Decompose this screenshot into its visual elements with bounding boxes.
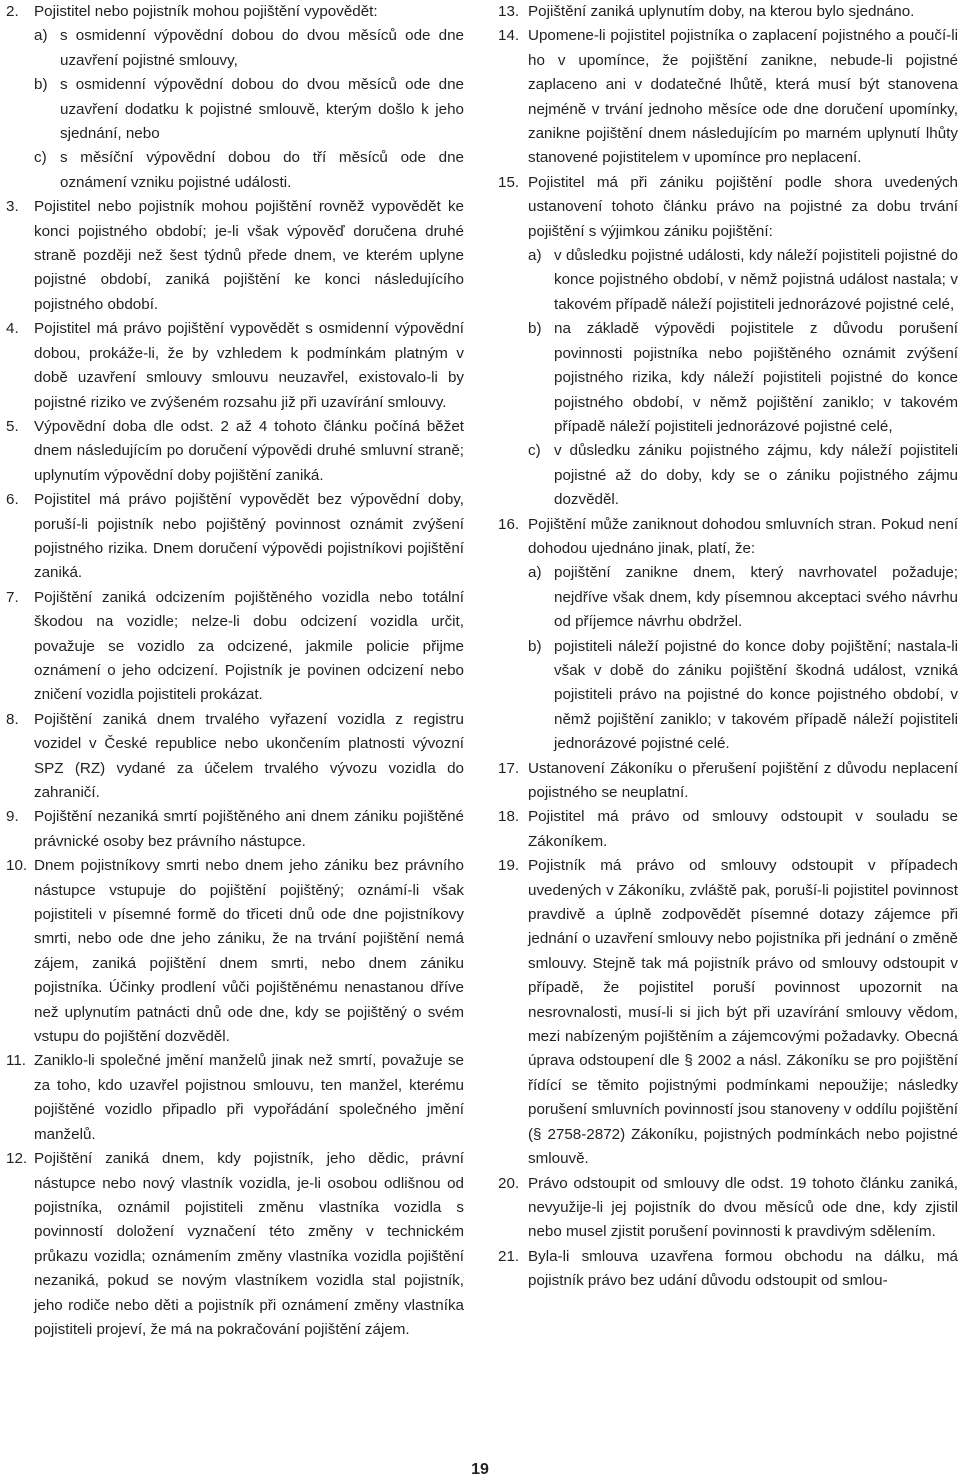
clause-number: 10. — [6, 857, 28, 875]
clause-13 — [498, 0, 958, 24]
clause-text: Pojistitel nebo pojistník mohou pojištění vypovědět: — [34, 3, 378, 20]
clause-number: 9. — [6, 808, 19, 826]
clause-16 — [498, 513, 958, 757]
clause-number: 11. — [6, 1052, 26, 1070]
clause-3 — [6, 195, 464, 317]
clause-number: 14. — [498, 27, 520, 45]
clause-number: 5. — [6, 417, 19, 435]
subclause-letter: c) — [34, 149, 47, 167]
clause-number: 12. — [6, 1150, 28, 1168]
clause-text: Dnem pojistníkovy smrti nebo dnem jeho zániku bez právního nástupce vstupuje do pojištění pojištěný; oznámí-li však pojistiteli v písemné formě do třiceti dnů ode dne pojistníkovy smrti, nebo ode dne jeho zániku, že na trvání pojištění nemá zájem, zaniká pojištění dnem smrti, nebo dnem zániku pojistníka. Účinky prodlení vůči pojištěnému nenastanou dříve než uplynutím patnácti dnů ode dne, kdy se pojištěný o svém vstupu do pojištění dozvěděl. — [34, 857, 464, 1046]
clause-text: Pojištění nezaniká smrtí pojištěného ani dnem zániku pojištěné právnické osoby bez právního nástupce. — [34, 808, 464, 850]
clause-number: 13. — [498, 3, 520, 20]
clause-number: 16. — [498, 515, 520, 533]
clause-7 — [6, 586, 464, 708]
subclause-letter: a) — [34, 27, 48, 45]
subclause-text: na základě výpovědi pojistitele z důvodu porušení povinnosti pojistníka nebo pojištěného oznámit zvýšení pojistného rizika, kdy náleží pojistiteli pojistné do konce pojistného období, v němž pojištění zaniklo; v takovém případě náleží pojistiteli jednorázové pojistné celé, — [554, 320, 958, 435]
subclause-text: s osmidenní výpovědní dobou do dvou měsíců ode dne uzavření pojistné smlouvy, — [60, 27, 464, 69]
clause-8 — [6, 708, 464, 806]
clause-number: 20. — [498, 1174, 520, 1192]
clause-15 — [498, 171, 958, 513]
clause-text: Pojištění zaniká dnem trvalého vyřazení vozidla z registru vozidel v České republice nebo ukončením platnosti vývozní SPZ (RZ) vydané za účelem trvalého vývozu vozidla do zahraničí. — [34, 710, 464, 801]
clause-6 — [6, 488, 464, 586]
clause-20 — [498, 1172, 958, 1245]
subclause-letter: a) — [528, 247, 542, 265]
clause-9 — [6, 805, 464, 854]
subclause-text: v důsledku pojistné události, kdy náleží pojistiteli pojistné do konce pojistného období, v němž pojistná událost nastala; v takovém případě náleží pojistiteli jednorázové pojistné celé, — [554, 247, 958, 313]
subclause-text: s osmidenní výpovědní dobou do dvou měsíců ode dne uzavření dodatku k pojistné smlouvě, kterým došlo k jeho sjednání, nebo — [60, 76, 464, 143]
clause-text: Pojistitel má právo od smlouvy odstoupit v souladu se Zákoníkem. — [528, 808, 958, 850]
subclause-letter: c) — [528, 442, 541, 460]
clause-number: 17. — [498, 759, 520, 777]
subclause-b — [528, 635, 958, 757]
left-column — [6, 0, 464, 1342]
subclause-letter: b) — [34, 76, 48, 94]
subclause-letter: a) — [528, 564, 542, 582]
clause-number: 6. — [6, 491, 19, 509]
clause-21 — [498, 1245, 958, 1294]
clause-number: 3. — [6, 198, 19, 216]
clause-14 — [498, 24, 958, 170]
subclause-a — [528, 244, 958, 317]
subclause-text: pojištění zanikne dnem, který navrhovatel požaduje; nejdříve však dnem, kdy písemnou akceptaci svého návrhu od příjemce návrhu obdržel. — [554, 564, 958, 631]
clause-text: Pojistitel má právo pojištění vypovědět s osmidenní výpovědní dobou, prokáže-li, že by vzhledem k podmínkám platným v době uzavření smlouvy smlouvu neuzavřel, existovalo-li by pojistné riziko ve zvýšeném rozsahu již při uzavírání smlouvy. — [34, 320, 464, 411]
clause-text: Pojistitel má při zániku pojištění podle shora uvedených ustanovení tohoto článku právo na pojistné za dobu trvání pojištění s výjimkou zániku pojištění: — [528, 173, 958, 240]
subclause-letter: b) — [528, 320, 542, 338]
clause-text: Ustanovení Zákoníku o přerušení pojištění z důvodu neplacení pojistného se neuplatní. — [528, 759, 958, 801]
subclause-c — [528, 439, 958, 512]
clause-text: Výpovědní doba dle odst. 2 až 4 tohoto článku počíná běžet dnem následujícím po doručení výpovědi druhé smluvní straně; uplynutím výpovědní doby pojištění zaniká. — [34, 417, 464, 484]
page-number: 19 — [471, 1461, 489, 1478]
subclause-b — [34, 73, 464, 146]
clause-text: Pojistník má právo od smlouvy odstoupit v případech uvedených v Zákoníku, zvláště pak, poruší-li pojistitel povinnost pravdivě a úplně zodpovědět písemné dotazy zájemce při jednání o uzavření smlouvy nebo pojistníka při jednání o změně smlouvy. Stejně tak má pojistník právo od smlouvy odstoupit v případě, že pojistitel poruší povinnost upozornit na nesrovnalosti, musí-li si jich být při uzavírání smlouvy vědom, mezi nabízeným pojištěním a zájemcovými požadavky. Obecná úprava odstoupení dle § 2002 a násl. Zákoníku se pro pojištění řídící se těmito pojistnými podmínkami nepoužije; následky porušení smluvních povinností jsou stanoveny v oddílu pojištění (§ 2758-2872) Zákoníku, pojistných podmínkách nebo pojistné smlouvě. — [528, 857, 958, 1168]
clause-12 — [6, 1147, 464, 1342]
clause-number: 2. — [6, 3, 19, 20]
clause-number: 7. — [6, 588, 19, 606]
clause-number: 18. — [498, 808, 520, 826]
subclause-c — [34, 146, 464, 195]
clause-text: Upomene-li pojistitel pojistníka o zaplacení pojistného a poučí-li ho v upomínce, že pojištění zanikne, nebude-li pojistné zaplaceno ani v dodatečné lhůtě, která musí být stanovena nejméně v trvání jednoho měsíce ode dne doručení upomínky, zanikne pojištění dnem následujícím po marném uplynutí lhůty stanovené pojistitelem v upomínce pro neplacení. — [528, 27, 958, 167]
clause-10 — [6, 854, 464, 1049]
clause-text: Pojistitel nebo pojistník mohou pojištění rovněž vypovědět ke konci pojistného období; je-li však výpověď doručena druhé straně později než šest týdnů přede dnem, ve kterém uplyne pojistné období, zaniká pojištění ke konci následujícího pojistného období. — [34, 198, 464, 313]
subclause-b — [528, 317, 958, 439]
clause-number: 15. — [498, 173, 520, 191]
right-column — [498, 0, 958, 1294]
clause-text: Pojištění zaniká odcizením pojištěného vozidla nebo totální škodou na vozidle; nelze-li dobu odcizení vozidla určit, považuje se vozidlo za odcizené, jakmile policie přijme oznámení o jeho odcizení. Pojistník je povinen odcizení nebo zničení vozidla pojistiteli prokázat. — [34, 588, 464, 704]
subclause-a — [34, 24, 464, 73]
clause-text: Zaniklo-li společné jmění manželů jinak než smrtí, považuje se za toho, kdo uzavřel pojistnou smlouvu, ten manžel, kterému pojištěné vozidlo připadlo při vypořádání společného jmění manželů. — [34, 1052, 464, 1143]
subclause-text: v důsledku zániku pojistného zájmu, kdy náleží pojistiteli pojistné až do doby, kdy se o zániku pojistného zájmu dozvěděl. — [554, 442, 958, 509]
subclause-text: s měsíční výpovědní dobou do tří měsíců ode dne oznámení vzniku pojistné události. — [60, 149, 464, 191]
clause-text: Pojištění může zaniknout dohodou smluvních stran. Pokud není dohodou ujednáno jinak, platí, že: — [528, 515, 958, 557]
clause-text: Pojistitel má právo pojištění vypovědět bez výpovědní doby, poruší-li pojistník nebo pojištěný povinnost oznámit zvýšení pojistného rizika. Dnem doručení výpovědi pojistníkovi pojištění zaniká. — [34, 491, 464, 582]
clause-5 — [6, 415, 464, 488]
clause-number: 8. — [6, 710, 19, 728]
clause-text: Pojištění zaniká dnem, kdy pojistník, jeho dědic, právní nástupce nebo nový vlastník vozidla, je-li osobou odlišnou od pojistníka, oznámil pojistiteli změnu vlastníka vozidla s povinností doložení vyznačení této změny v technickém průkazu vozidla; oznámením změny vlastníka vozidla pojištění nezaniká, pokud se novým vlastníkem vozidla stal pojistník, jeho rodiče nebo děti a pojistník při oznámení změny vlastníka pojistiteli projeví, že má na pokračování pojištění zájem. — [34, 1150, 464, 1338]
clause-17 — [498, 757, 958, 806]
clause-text: Byla-li smlouva uzavřena formou obchodu na dálku, má pojistník právo bez udání důvodu odstoupit od smlou- — [528, 1247, 958, 1290]
clause-2 — [6, 0, 464, 195]
clause-number: 21. — [498, 1247, 520, 1265]
clause-18 — [498, 805, 958, 854]
clause-number: 4. — [6, 320, 19, 338]
subclause-a — [528, 561, 958, 634]
subclause-letter: b) — [528, 637, 542, 655]
clause-text: Pojištění zaniká uplynutím doby, na kterou bylo sjednáno. — [528, 3, 915, 20]
clause-11 — [6, 1049, 464, 1147]
clause-number: 19. — [498, 857, 520, 875]
subclause-text: pojistiteli náleží pojistné do konce doby pojištění; nastala-li však v době do zániku pojištění škodná událost, vzniká pojistiteli právo na pojistné do konce pojistného období, v němž pojištění zaniklo; v takovém případě náleží pojistiteli jednorázové pojistné celé. — [554, 637, 958, 753]
clause-19 — [498, 854, 958, 1171]
clause-text: Právo odstoupit od smlouvy dle odst. 19 tohoto článku zaniká, nevyužije-li jej pojistník do dvou měsíců ode dne, kdy zjistil nebo musel zjistit porušení povinnosti k pravdivým sdělením. — [528, 1174, 958, 1241]
clause-4 — [6, 317, 464, 415]
